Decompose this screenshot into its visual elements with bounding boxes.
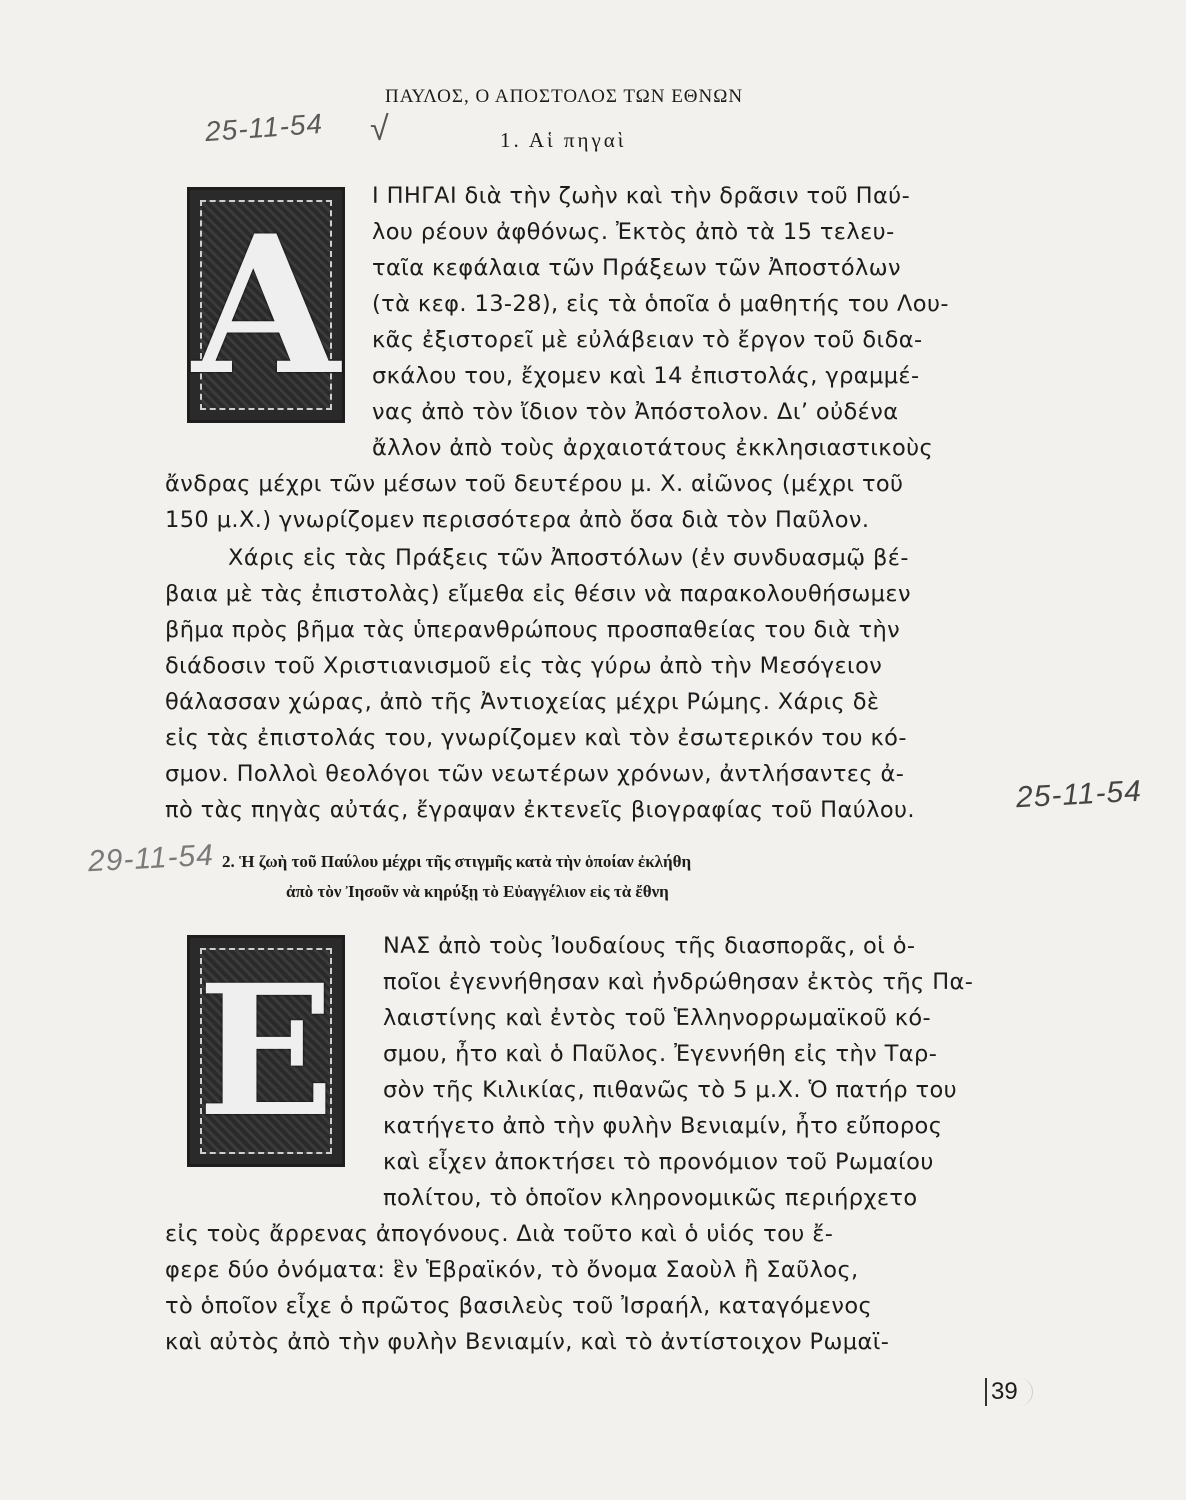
para1-line: νας ἀπὸ τὸν ἴδιον τὸν Ἀπόστολον. Δι’ οὐδένα [372,399,899,425]
para2-line: βαια μὲ τὰς ἐπιστολὰς) εἴμεθα εἰς θέσιν νὰ παρακολουθήσωμεν [165,581,911,607]
para1-line: κᾶς ἐξιστορεῖ μὲ εὐλάβειαν τὸ ἔργον τοῦ διδα- [372,327,923,353]
para2-line: Χάρις εἰς τὰς Πράξεις τῶν Ἀποστόλων (ἐν συνδυασμῷ βέ- [228,545,909,571]
para1-line: Ι ΠΗΓΑΙ διὰ τὴν ζωὴν καὶ τὴν δρᾶσιν τοῦ Παύ- [372,183,911,209]
para1-line: ταῖα κεφάλαια τῶν Πράξεων τῶν Ἀποστόλων [372,255,901,281]
handwritten-date-right: 25-11-54 [1015,774,1143,815]
para1-line: λου ρέουν ἀφθόνως. Ἐκτὸς ἀπὸ τὰ 15 τελευ- [372,219,895,245]
para3-line: κατήγετο ἀπὸ τὴν φυλὴν Βενιαμίν, ἦτο εὔπορος [383,1113,943,1139]
para3-line: φερε δύο ὀνόματα: ἓν Ἑβραϊκόν, τὸ ὄνομα Σαοὺλ ἢ Σαῦλος, [165,1257,859,1283]
para1-line: σκάλου του, ἔχομεν καὶ 14 ἐπιστολάς, γραμμέ- [372,363,920,389]
para1-line: ἄλλον ἀπὸ τοὺς ἀρχαιοτάτους ἐκκλησιαστικοὺς [372,435,934,461]
para1-line: 150 μ.Χ.) γνωρίζομεν περισσότερα ἀπὸ ὅσα διὰ τὸν Παῦλον. [165,507,870,533]
section-2-title-line2: ἀπὸ τὸν Ἰησοῦν νὰ κηρύξῃ τὸ Εὐαγγέλιον εἰς τὰ ἔθνη [286,882,669,901]
para3-line: ΝΑΣ ἀπὸ τοὺς Ἰουδαίους τῆς διασπορᾶς, οἱ ὁ- [383,933,916,959]
para2-line: πὸ τὰς πηγὰς αὐτάς, ἔγραψαν ἐκτενεῖς βιογραφίας τοῦ Παύλου. [165,797,915,823]
para3-line: ποῖοι ἐγεννήθησαν καὶ ἠνδρώθησαν ἐκτὸς τῆς Πα- [383,969,974,995]
running-head: ΠΑΥΛΟΣ, Ο ΑΠΟΣΤΟΛΟΣ ΤΩΝ ΕΘΝΩΝ [385,86,744,107]
para2-line: διάδοσιν τοῦ Χριστιανισμοῦ εἰς τὰς γύρω ἀπὸ τὴν Μεσόγειον [165,653,883,679]
para3-line: σμου, ἦτο καὶ ὁ Παῦλος. Ἐγεννήθη εἰς τὴν Ταρ- [383,1041,938,1067]
para3-line: καὶ αὐτὸς ἀπὸ τὴν φυλὴν Βενιαμίν, καὶ τὸ ἀντίστοιχον Ρωμαϊ- [165,1329,890,1355]
para1-line: (τὰ κεφ. 13-28), εἰς τὰ ὁποῖα ὁ μαθητής του Λου- [372,291,949,317]
para3-line: καὶ εἶχεν ἀποκτήσει τὸ προνόμιον τοῦ Ρωμαίου [383,1149,934,1175]
initial-letter-2: Ε [197,945,335,1157]
section-2-title [222,847,1042,907]
section-1-title: 1. Αἱ πηγαὶ [500,128,627,152]
para2-line: εἰς τὰς ἐπιστολάς του, γνωρίζομεν καὶ τὸν ἐσωτερικόν του κό- [165,725,907,751]
para1-line: ἄνδρας μέχρι τῶν μέσων τοῦ δευτέρου μ. Χ. αἰῶνος (μέχρι τοῦ [165,471,904,497]
initial-letter-1: Α [192,193,340,417]
para3-line: τὸ ὁποῖον εἶχε ὁ πρῶτος βασιλεὺς τοῦ Ἰσραήλ, καταγόμενος [165,1293,873,1319]
para2-line: σμον. Πολλοὶ θεολόγοι τῶν νεωτέρων χρόνων, ἀντλήσαντες ἀ- [165,761,905,787]
para2-line: θάλασσαν χώρας, ἀπὸ τῆς Ἀντιοχείας μέχρι Ρώμης. Χάρις δὲ [165,689,880,715]
para3-line: σὸν τῆς Κιλικίας, πιθανῶς τὸ 5 μ.Χ. Ὁ πατήρ του [383,1077,958,1103]
page-number: 39 [985,1378,1033,1406]
decorative-initial-2 [187,935,345,1167]
para3-line: πολίτου, τὸ ὁποῖον κληρονομικῶς περιήρχετο [383,1185,918,1211]
section-2-title-line1: 2. Ἡ ζωὴ τοῦ Παύλου μέχρι τῆς στιγμῆς κατὰ τὴν ὁποίαν ἐκλήθη [222,852,692,871]
para3-line: εἰς τοὺς ἄρρενας ἀπογόνους. Διὰ τοῦτο καὶ ὁ υἱός του ἔ- [165,1221,834,1247]
handwritten-check: √ [370,110,390,148]
para3-line: λαιστίνης καὶ ἐντὸς τοῦ Ἑλληνορρωμαϊκοῦ κό- [383,1005,932,1031]
handwritten-date-left: 29-11-54 [87,838,215,879]
para2-line: βῆμα πρὸς βῆμα τὰς ὑπερανθρώπους προσπαθείας του διὰ τὴν [165,617,901,643]
handwritten-date-top: 25-11-54 [204,107,324,148]
decorative-initial-1 [187,187,345,423]
